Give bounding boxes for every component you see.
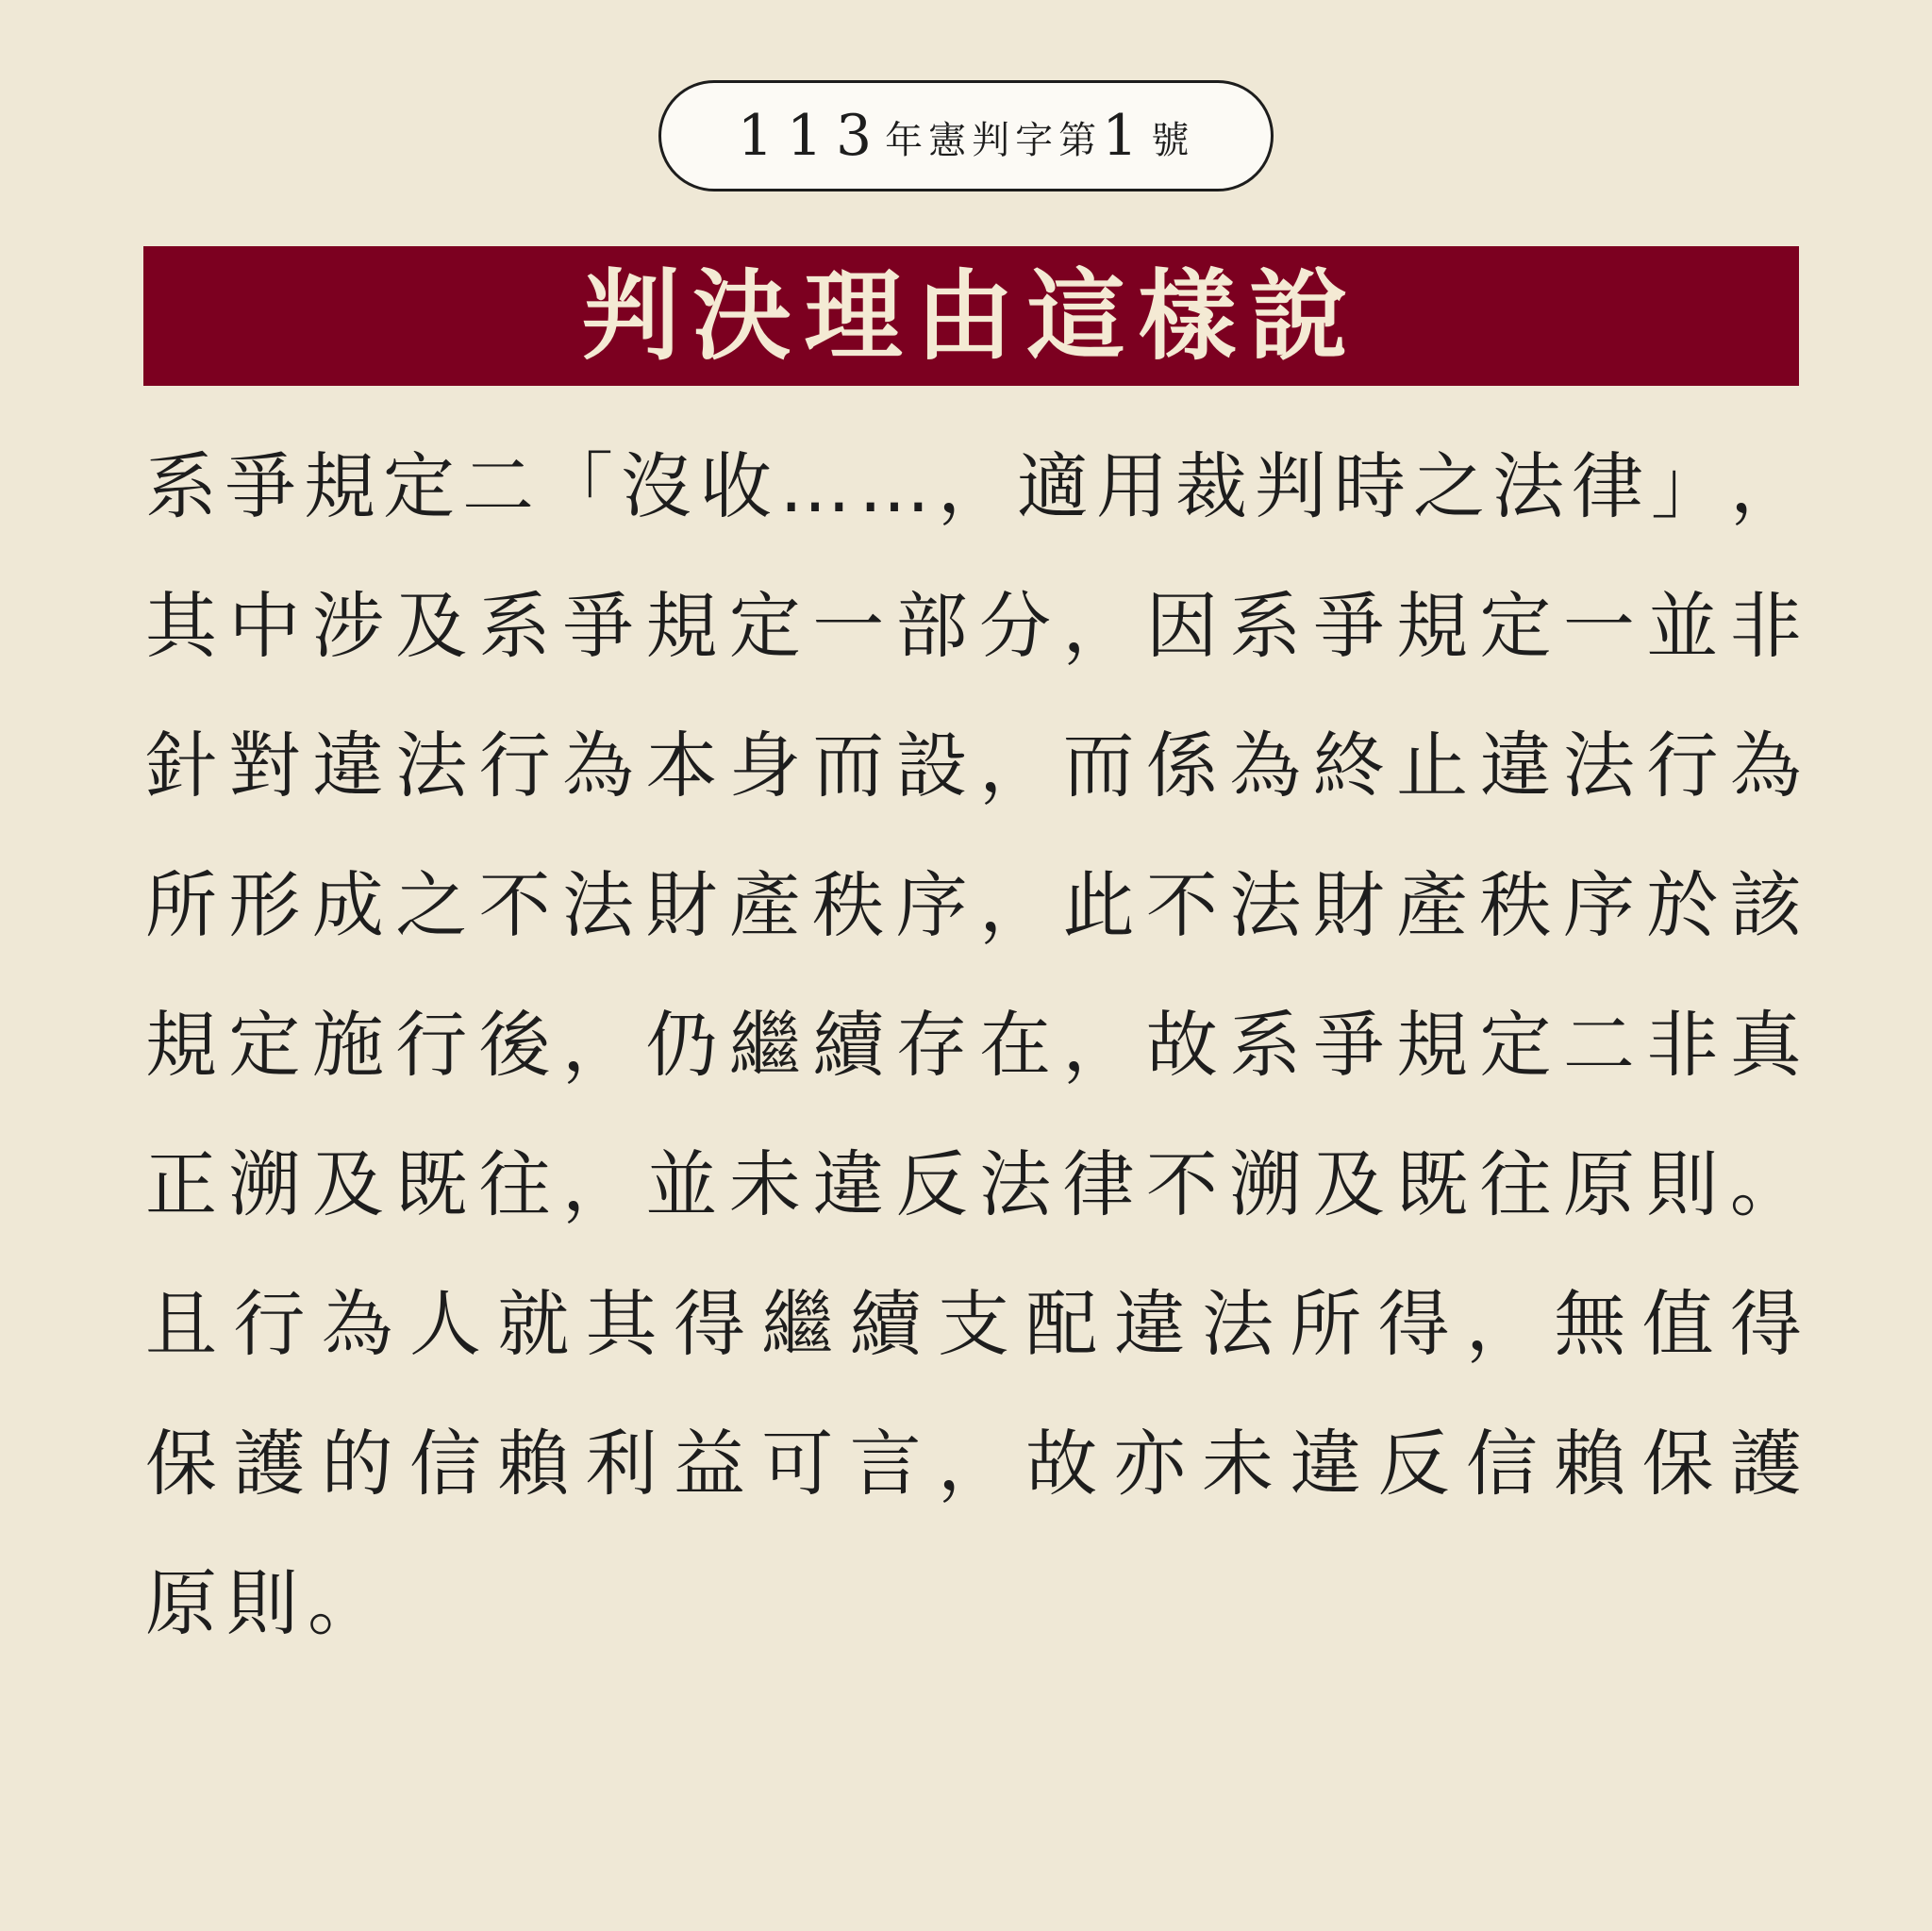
text-line-7: 且 行 為 人 就 其 得 繼 續 支 配 違 法 所 得 ， 無 值 得 xyxy=(145,1282,1802,1366)
text-line-4: 所 形 成 之 不 法 財 產 秩 序 ， 此 不 法 財 產 秩 序 於 該 xyxy=(145,863,1802,947)
page-title: 判決理由這樣說 xyxy=(581,258,1361,374)
case-number-index: 1 xyxy=(1102,103,1152,169)
text-line-3: 針 對 違 法 行 為 本 身 而 設 ， 而 係 為 終 止 違 法 行 為 xyxy=(145,724,1802,807)
title-banner xyxy=(143,246,1799,386)
text-line-6: 正 溯 及 既 往 ， 並 未 違 反 法 律 不 溯 及 既 往 原 則 。 xyxy=(145,1142,1802,1226)
text-line-8: 保 護 的 信 賴 利 益 可 言 ， 故 亦 未 違 反 信 賴 保 護 xyxy=(145,1422,1802,1506)
judgment-reasoning-text xyxy=(145,444,1802,1707)
text-line-9: 原則。 xyxy=(145,1561,389,1645)
text-line-2: 其 中 涉 及 系 爭 規 定 一 部 分 ， 因 系 爭 規 定 一 並 非 xyxy=(145,584,1802,668)
case-number-label-b: 號 xyxy=(1151,119,1195,162)
text-line-5: 規 定 施 行 後 ， 仍 繼 續 存 在 ， 故 系 爭 規 定 二 非 真 xyxy=(145,1003,1802,1087)
case-number-badge xyxy=(658,80,1274,191)
case-number-year: 113 xyxy=(737,103,886,169)
case-number-label-a: 年憲判字第 xyxy=(885,119,1103,162)
text-line-1: 系 爭 規 定 二 「 沒 收 … … ， 適 用 裁 判 時 之 法 律 」 ， xyxy=(145,444,1802,528)
